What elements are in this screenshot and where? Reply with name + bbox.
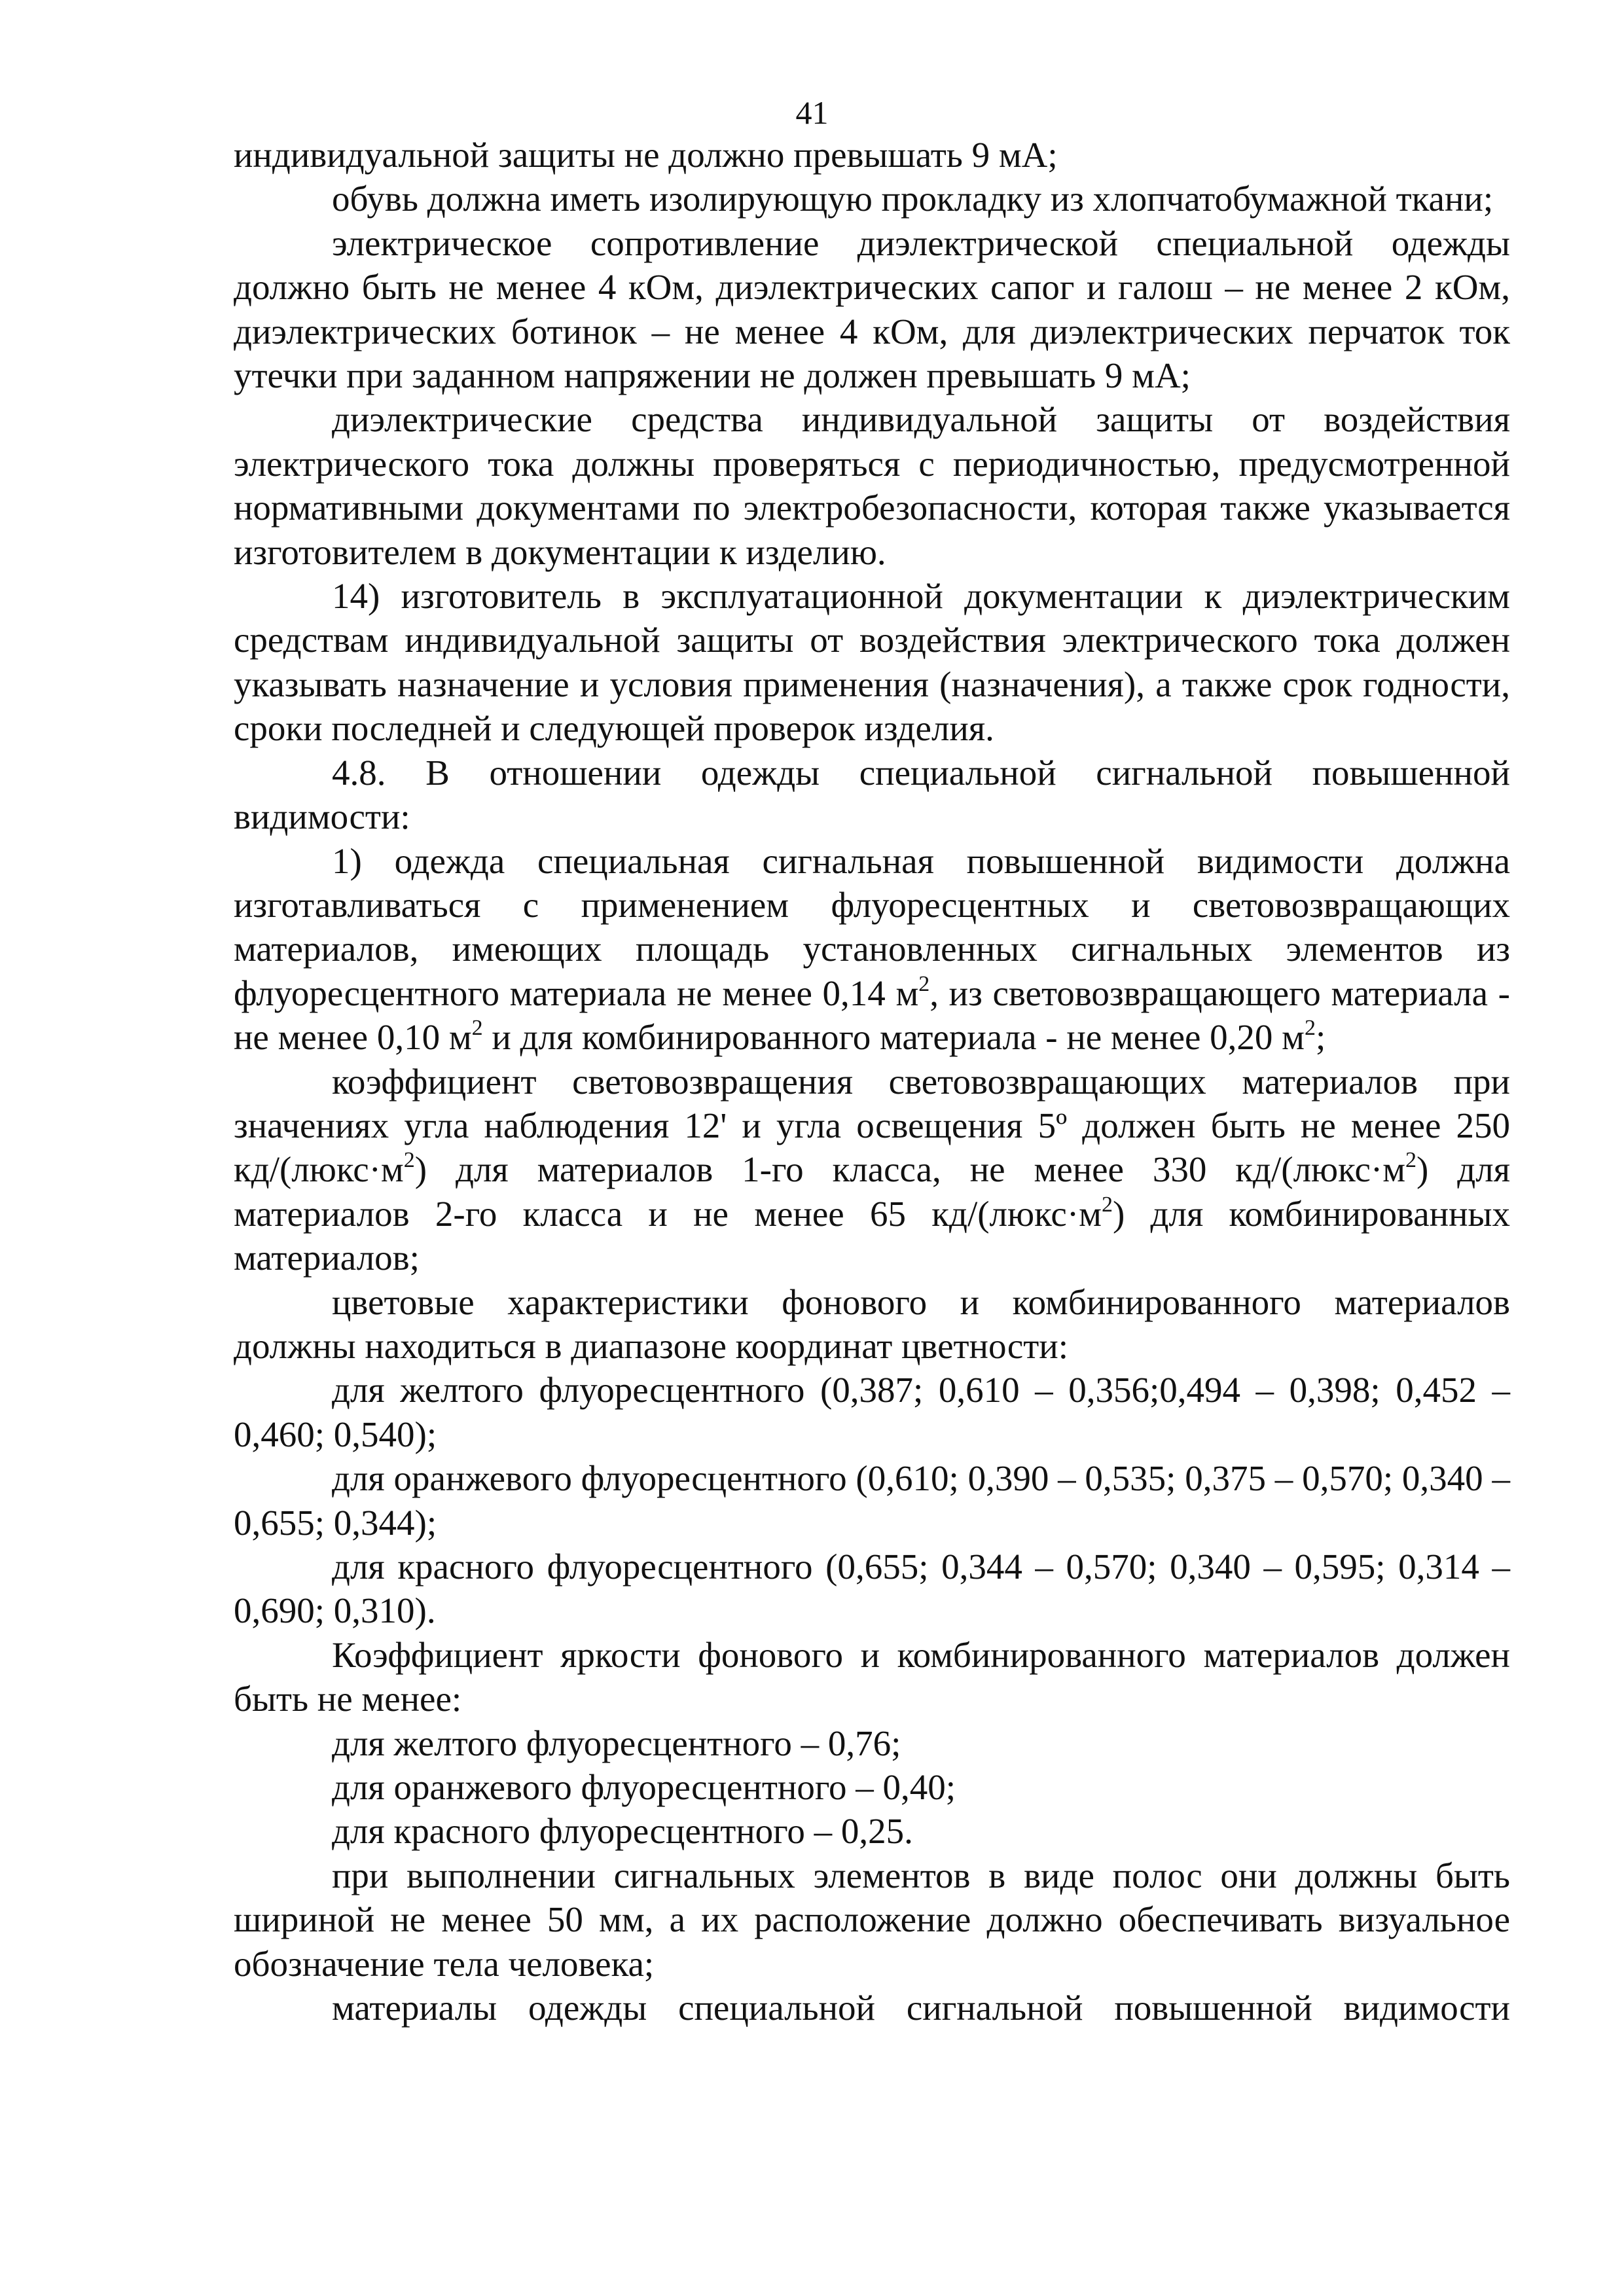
superscript: 2: [918, 971, 930, 996]
text-run: ;: [1315, 1017, 1326, 1058]
text-run: и для комбинированного материала - не менее 0,20 м: [482, 1017, 1305, 1058]
paragraph-orange-chromaticity: для оранжевого флуоресцентного (0,610; 0,390 – 0,535; 0,375 – 0,570; 0,340 – 0,655; 0,344);: [234, 1458, 1510, 1543]
paragraph-item-14: 14) изготовитель в эксплуатационной документации к диэлектрическим средствам индивидуальной защиты от воздействия электрического тока должен указывать назначение и условия применения (назначения), а также срок годности, сроки последней и следующей проверок изделия.: [234, 576, 1510, 749]
paragraph-section-4-8: 4.8. В отношении одежды специальной сигнальной повышенной видимости:: [234, 752, 1510, 837]
text-run: ) для материалов 2-го класса и не менее 65 кд/(люкс·м: [234, 1149, 1510, 1234]
paragraph-item-1-area: [234, 839, 1510, 1060]
paragraph-yellow-chromaticity: для желтого флуоресцентного (0,387; 0,610 – 0,356;0,494 – 0,398; 0,452 – 0,460; 0,540);: [234, 1370, 1510, 1454]
superscript: 2: [471, 1016, 483, 1041]
paragraph-materials-continued: материалы одежды специальной сигнальной повышенной видимости: [332, 1988, 1510, 2028]
paragraph-orange-luminance: для оранжевого флуоресцентного – 0,40;: [332, 1767, 956, 1808]
paragraph-yellow-luminance: для желтого флуоресцентного – 0,76;: [332, 1723, 901, 1763]
document-body: [234, 133, 1510, 2030]
text-run: ) для комбинированных материалов;: [234, 1193, 1510, 1278]
text-run: , из световозвращающего материала - не менее 0,10 м: [234, 973, 1510, 1058]
text-run: коэффициент световозвращения световозвращающих материалов при значениях угла наблюдения 12' и угла освещения 5º должен быть не менее 250 кд/(люкс·м: [234, 1061, 1510, 1190]
superscript: 2: [1405, 1148, 1417, 1173]
paragraph-red-chromaticity: для красного флуоресцентного (0,655; 0,344 – 0,570; 0,340 – 0,595; 0,314 – 0,690; 0,310).: [234, 1547, 1510, 1631]
page-number: 41: [795, 94, 829, 131]
paragraph-red-luminance: для красного флуоресцентного – 0,25.: [332, 1811, 913, 1852]
text-run: 1) одежда специальная сигнальная повышенной видимости должна изготавливаться с применением флуоресцентных и световозвращающих материалов, имеющих площадь установленных сигнальных элементов из флуоресцентного материала не менее 0,14 м: [234, 840, 1510, 1013]
text-run: ) для материалов 1-го класса, не менее 330 кд/(люкс·м: [414, 1149, 1406, 1190]
paragraph-footwear-insulation: обувь должна иметь изолирующую прокладку из хлопчатобумажной ткани;: [332, 179, 1494, 219]
paragraph-continuation: индивидуальной защиты не должно превышать 9 мА;: [234, 135, 1058, 175]
paragraph-periodic-testing: диэлектрические средства индивидуальной защиты от воздействия электрического тока должны проверяться с периодичностью, предусмотренной нормативными документами по электробезопасности, которая также указывается изготовителем в документации к изделию.: [234, 399, 1510, 572]
paragraph-stripes-width: при выполнении сигнальных элементов в виде полос они должны быть шириной не менее 50 мм, а их расположение должно обеспечивать визуальное обозначение тела человека;: [234, 1855, 1510, 1984]
superscript: 2: [1101, 1192, 1113, 1217]
paragraph-electrical-resistance: электрическое сопротивление диэлектрической специальной одежды должно быть не менее 4 кОм, диэлектрических сапог и галош – не менее 2 кОм, диэлектрических ботинок – не менее 4 кОм, для диэлектрических перчаток ток утечки при заданном напряжении не должен превышать 9 мА;: [234, 223, 1510, 396]
superscript: 2: [403, 1148, 415, 1173]
superscript: 2: [1304, 1016, 1316, 1041]
paragraph-color-characteristics: цветовые характеристики фонового и комбинированного материалов должны находиться в диапазоне координат цветности:: [234, 1282, 1510, 1366]
paragraph-retroreflection: [234, 1060, 1510, 1280]
paragraph-luminance-factor: Коэффициент яркости фонового и комбинированного материалов должен быть не менее:: [234, 1634, 1510, 1719]
